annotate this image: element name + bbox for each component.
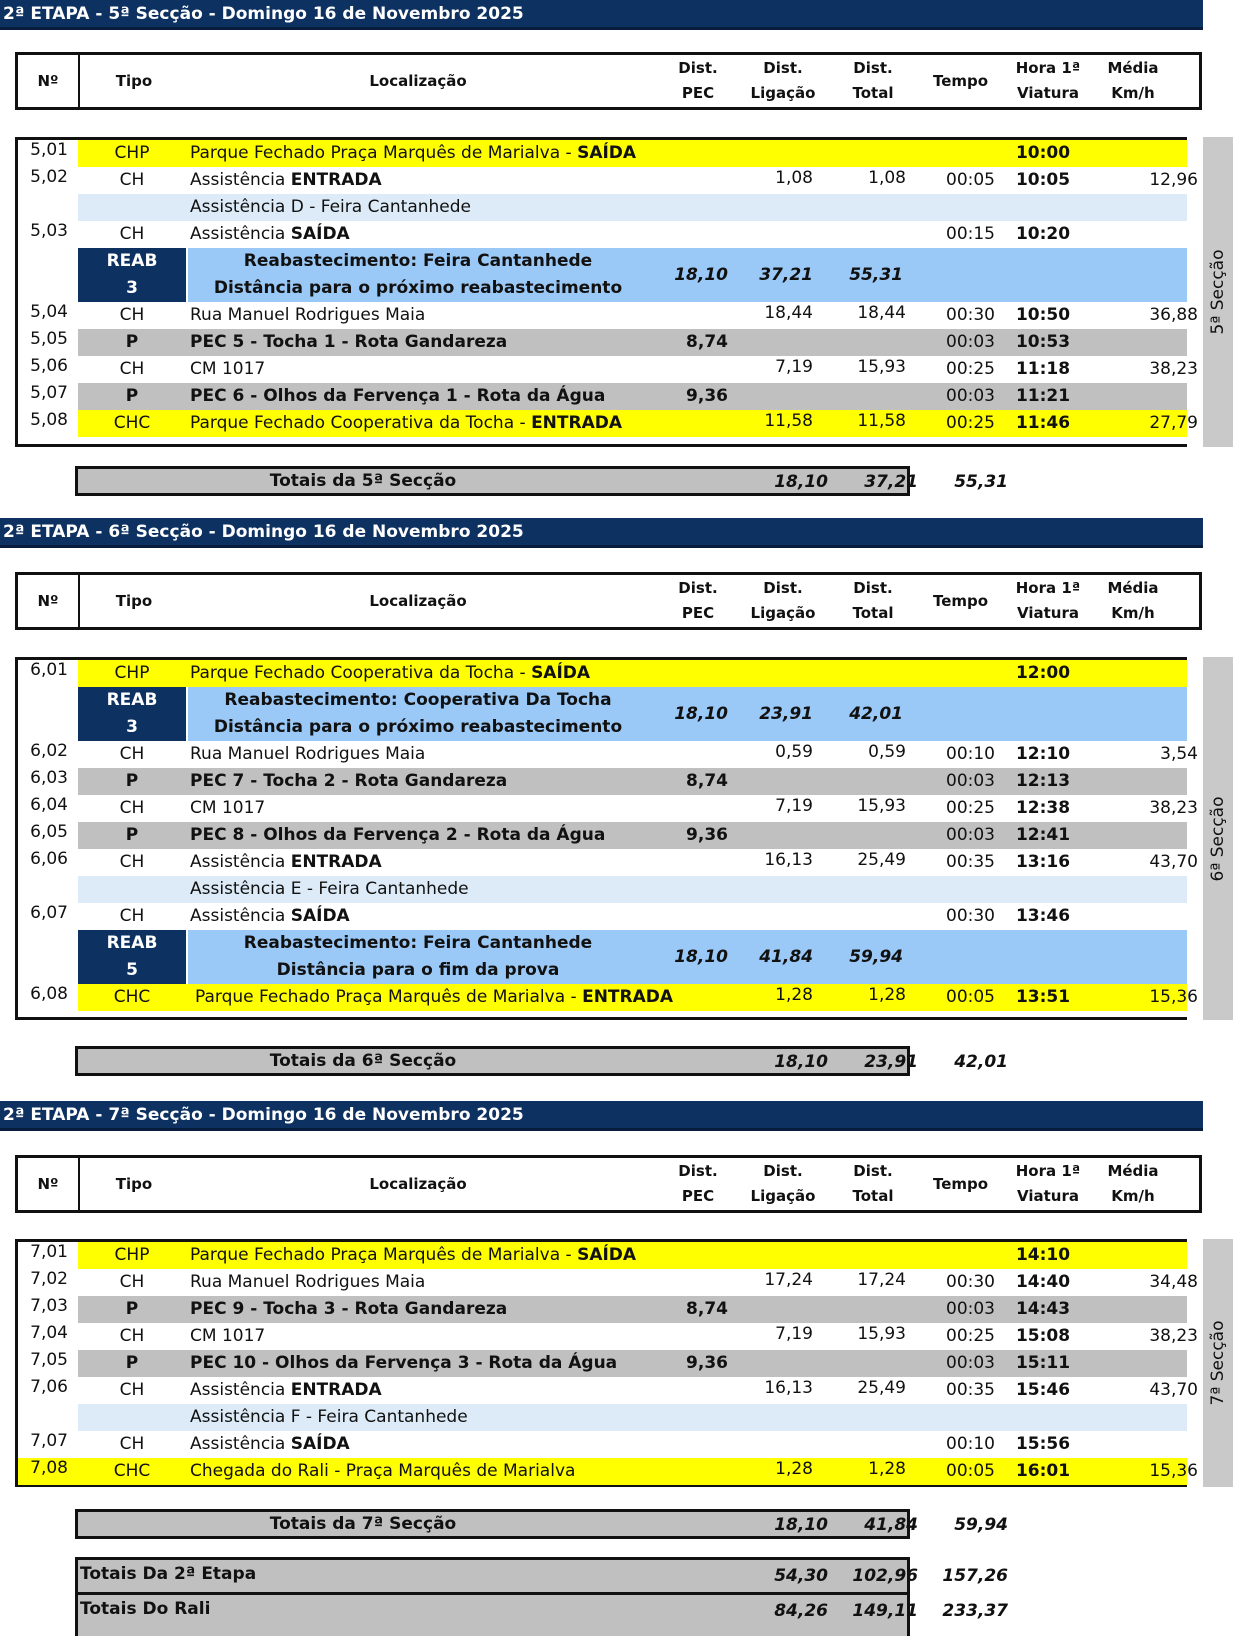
table-row: 5,02 CH Assistência ENTRADA 1,08 1,08 00:05 10:05 12,96 — [30, 167, 1198, 190]
col-no: Nº — [37, 71, 59, 90]
table-row: 5,08 CHC Parque Fechado Cooperativa da Tocha - ENTRADA 11,58 11,58 00:25 11:46 27,79 — [18, 410, 1187, 437]
table-row: 7,06 CH Assistência ENTRADA 16,13 25,49 00:35 15:46 43,70 — [30, 1377, 1198, 1400]
col-no: Nº — [37, 1174, 59, 1193]
table-body — [15, 1239, 1198, 1487]
col-dist-total: Dist. Total — [852, 59, 894, 102]
col-hora: Hora 1ª Viatura — [1015, 1162, 1081, 1205]
table-row: 6,05 P PEC 8 - Olhos da Fervença 2 - Rota da Água 9,36 00:03 12:41 — [18, 822, 1187, 849]
table-row: 6,01 CHP Parque Fechado Cooperativa da Tocha - SAÍDA 12:00 — [18, 660, 1187, 687]
col-hora: Hora 1ª Viatura — [1015, 59, 1081, 102]
stage-totals-row: Totais Da 2ª Etapa 54,30 102,96 157,26 — [78, 1560, 907, 1595]
col-tempo: Tempo — [932, 71, 989, 90]
table-row: 7,05 P PEC 10 - Olhos da Fervença 3 - Rota da Água 9,36 00:03 15:11 — [18, 1350, 1187, 1377]
col-tempo: Tempo — [932, 591, 989, 610]
col-dist-pec: Dist. PEC — [678, 579, 718, 622]
table-body — [15, 137, 1198, 447]
table-row: 7,08 CHC Chegada do Rali - Praça Marquês de Marialva 1,28 1,28 00:05 16:01 15,36 — [18, 1458, 1187, 1485]
col-media: Média Km/h — [1107, 579, 1159, 622]
section-side-label: 6ª Secção — [1203, 657, 1233, 1020]
col-hora: Hora 1ª Viatura — [1015, 579, 1081, 622]
table-row: 5,05 P PEC 5 - Tocha 1 - Rota Gandareza 8,74 00:03 10:53 — [18, 329, 1187, 356]
table-row: 7,03 P PEC 9 - Tocha 3 - Rota Gandareza 8,74 00:03 14:43 — [18, 1296, 1187, 1323]
col-dist-ligacao: Dist. Ligação — [750, 59, 816, 102]
table-row: 6,04 CH CM 1017 7,19 15,93 00:25 12:38 38,23 — [30, 795, 1198, 818]
table-header — [15, 1155, 1202, 1213]
table-row: 5,07 P PEC 6 - Olhos da Fervença 1 - Rota da Água 9,36 00:03 11:21 — [18, 383, 1187, 410]
table-body — [15, 657, 1198, 1020]
rally-totals-row: Totais Do Rali 84,26 149,11 233,37 — [80, 1599, 1008, 1621]
col-dist-total: Dist. Total — [852, 579, 894, 622]
table-row: 6,07 CH Assistência SAÍDA 00:30 13:46 — [30, 903, 1071, 926]
section-banner: 2ª ETAPA - 7ª Secção - Domingo 16 de Novembro 2025 — [0, 1101, 1203, 1131]
section-side-label: 5ª Secção — [1203, 137, 1233, 447]
table-header — [15, 52, 1202, 110]
refuel-row: REAB 3 Reabastecimento: Feira Cantanhede Distância para o próximo reabastecimento 18,10 37,21 55,31 — [18, 248, 1187, 302]
table-row: Assistência D - Feira Cantanhede — [18, 194, 1187, 221]
col-tempo: Tempo — [932, 1174, 989, 1193]
section-banner: 2ª ETAPA - 5ª Secção - Domingo 16 de Novembro 2025 — [0, 0, 1203, 30]
table-row: 6,03 P PEC 7 - Tocha 2 - Rota Gandareza 8,74 00:03 12:13 — [18, 768, 1187, 795]
section-totals: Totais da 5ª Secção 18,10 37,21 55,31 — [75, 466, 910, 496]
section-totals: Totais da 7ª Secção 18,10 41,84 59,94 — [75, 1509, 910, 1539]
table-row: 5,06 CH CM 1017 7,19 15,93 00:25 11:18 38,23 — [30, 356, 1198, 379]
table-row: 7,01 CHP Parque Fechado Praça Marquês de Marialva - SAÍDA 14:10 — [18, 1242, 1187, 1269]
table-row: 5,04 CH Rua Manuel Rodrigues Maia 18,44 18,44 00:30 10:50 36,88 — [30, 302, 1198, 325]
section-5 — [0, 0, 1233, 500]
table-row: 5,01 CHP Parque Fechado Praça Marquês de Marialva - SAÍDA 10:00 — [18, 140, 1187, 167]
col-localizacao: Localização — [369, 591, 467, 610]
col-media: Média Km/h — [1107, 59, 1159, 102]
section-banner: 2ª ETAPA - 6ª Secção - Domingo 16 de Novembro 2025 — [0, 518, 1203, 548]
col-tipo: Tipo — [115, 591, 153, 610]
table-row: 6,06 CH Assistência ENTRADA 16,13 25,49 00:35 13:16 43,70 — [30, 849, 1198, 872]
table-row: 7,07 CH Assistência SAÍDA 00:10 15:56 — [30, 1431, 1071, 1454]
refuel-row: REAB 3 Reabastecimento: Cooperativa Da Tocha Distância para o próximo reabastecimento 18,10 23,91 42,01 — [18, 687, 1187, 741]
col-dist-ligacao: Dist. Ligação — [750, 1162, 816, 1205]
section-7 — [0, 1101, 1233, 1561]
col-tipo: Tipo — [115, 71, 153, 90]
table-row: 6,08 CHC Parque Fechado Praça Marquês de Marialva - ENTRADA 1,28 1,28 00:05 13:51 15,36 — [18, 984, 1187, 1011]
col-dist-ligacao: Dist. Ligação — [750, 579, 816, 622]
section-totals: Totais da 6ª Secção 18,10 23,91 42,01 — [75, 1046, 910, 1076]
col-dist-total: Dist. Total — [852, 1162, 894, 1205]
refuel-row: REAB 5 Reabastecimento: Feira Cantanhede Distância para o fim da prova 18,10 41,84 59,94 — [18, 930, 1187, 984]
table-row: 7,04 CH CM 1017 7,19 15,93 00:25 15:08 38,23 — [30, 1323, 1198, 1346]
table-row: 7,02 CH Rua Manuel Rodrigues Maia 17,24 17,24 00:30 14:40 34,48 — [30, 1269, 1198, 1292]
col-tipo: Tipo — [115, 1174, 153, 1193]
col-localizacao: Localização — [369, 71, 467, 90]
grand-totals — [75, 1557, 1008, 1636]
table-row: Assistência F - Feira Cantanhede — [18, 1404, 1187, 1431]
section-side-label: 7ª Secção — [1203, 1239, 1233, 1487]
col-dist-pec: Dist. PEC — [678, 1162, 718, 1205]
col-no: Nº — [37, 591, 59, 610]
section-6 — [0, 518, 1233, 1078]
col-dist-pec: Dist. PEC — [678, 59, 718, 102]
col-media: Média Km/h — [1107, 1162, 1159, 1205]
table-row: 6,02 CH Rua Manuel Rodrigues Maia 0,59 0,59 00:10 12:10 3,54 — [30, 741, 1198, 764]
table-row: Assistência E - Feira Cantanhede — [18, 876, 1187, 903]
table-header — [15, 572, 1202, 630]
col-localizacao: Localização — [369, 1174, 467, 1193]
table-row: 5,03 CH Assistência SAÍDA 00:15 10:20 — [30, 221, 1071, 244]
